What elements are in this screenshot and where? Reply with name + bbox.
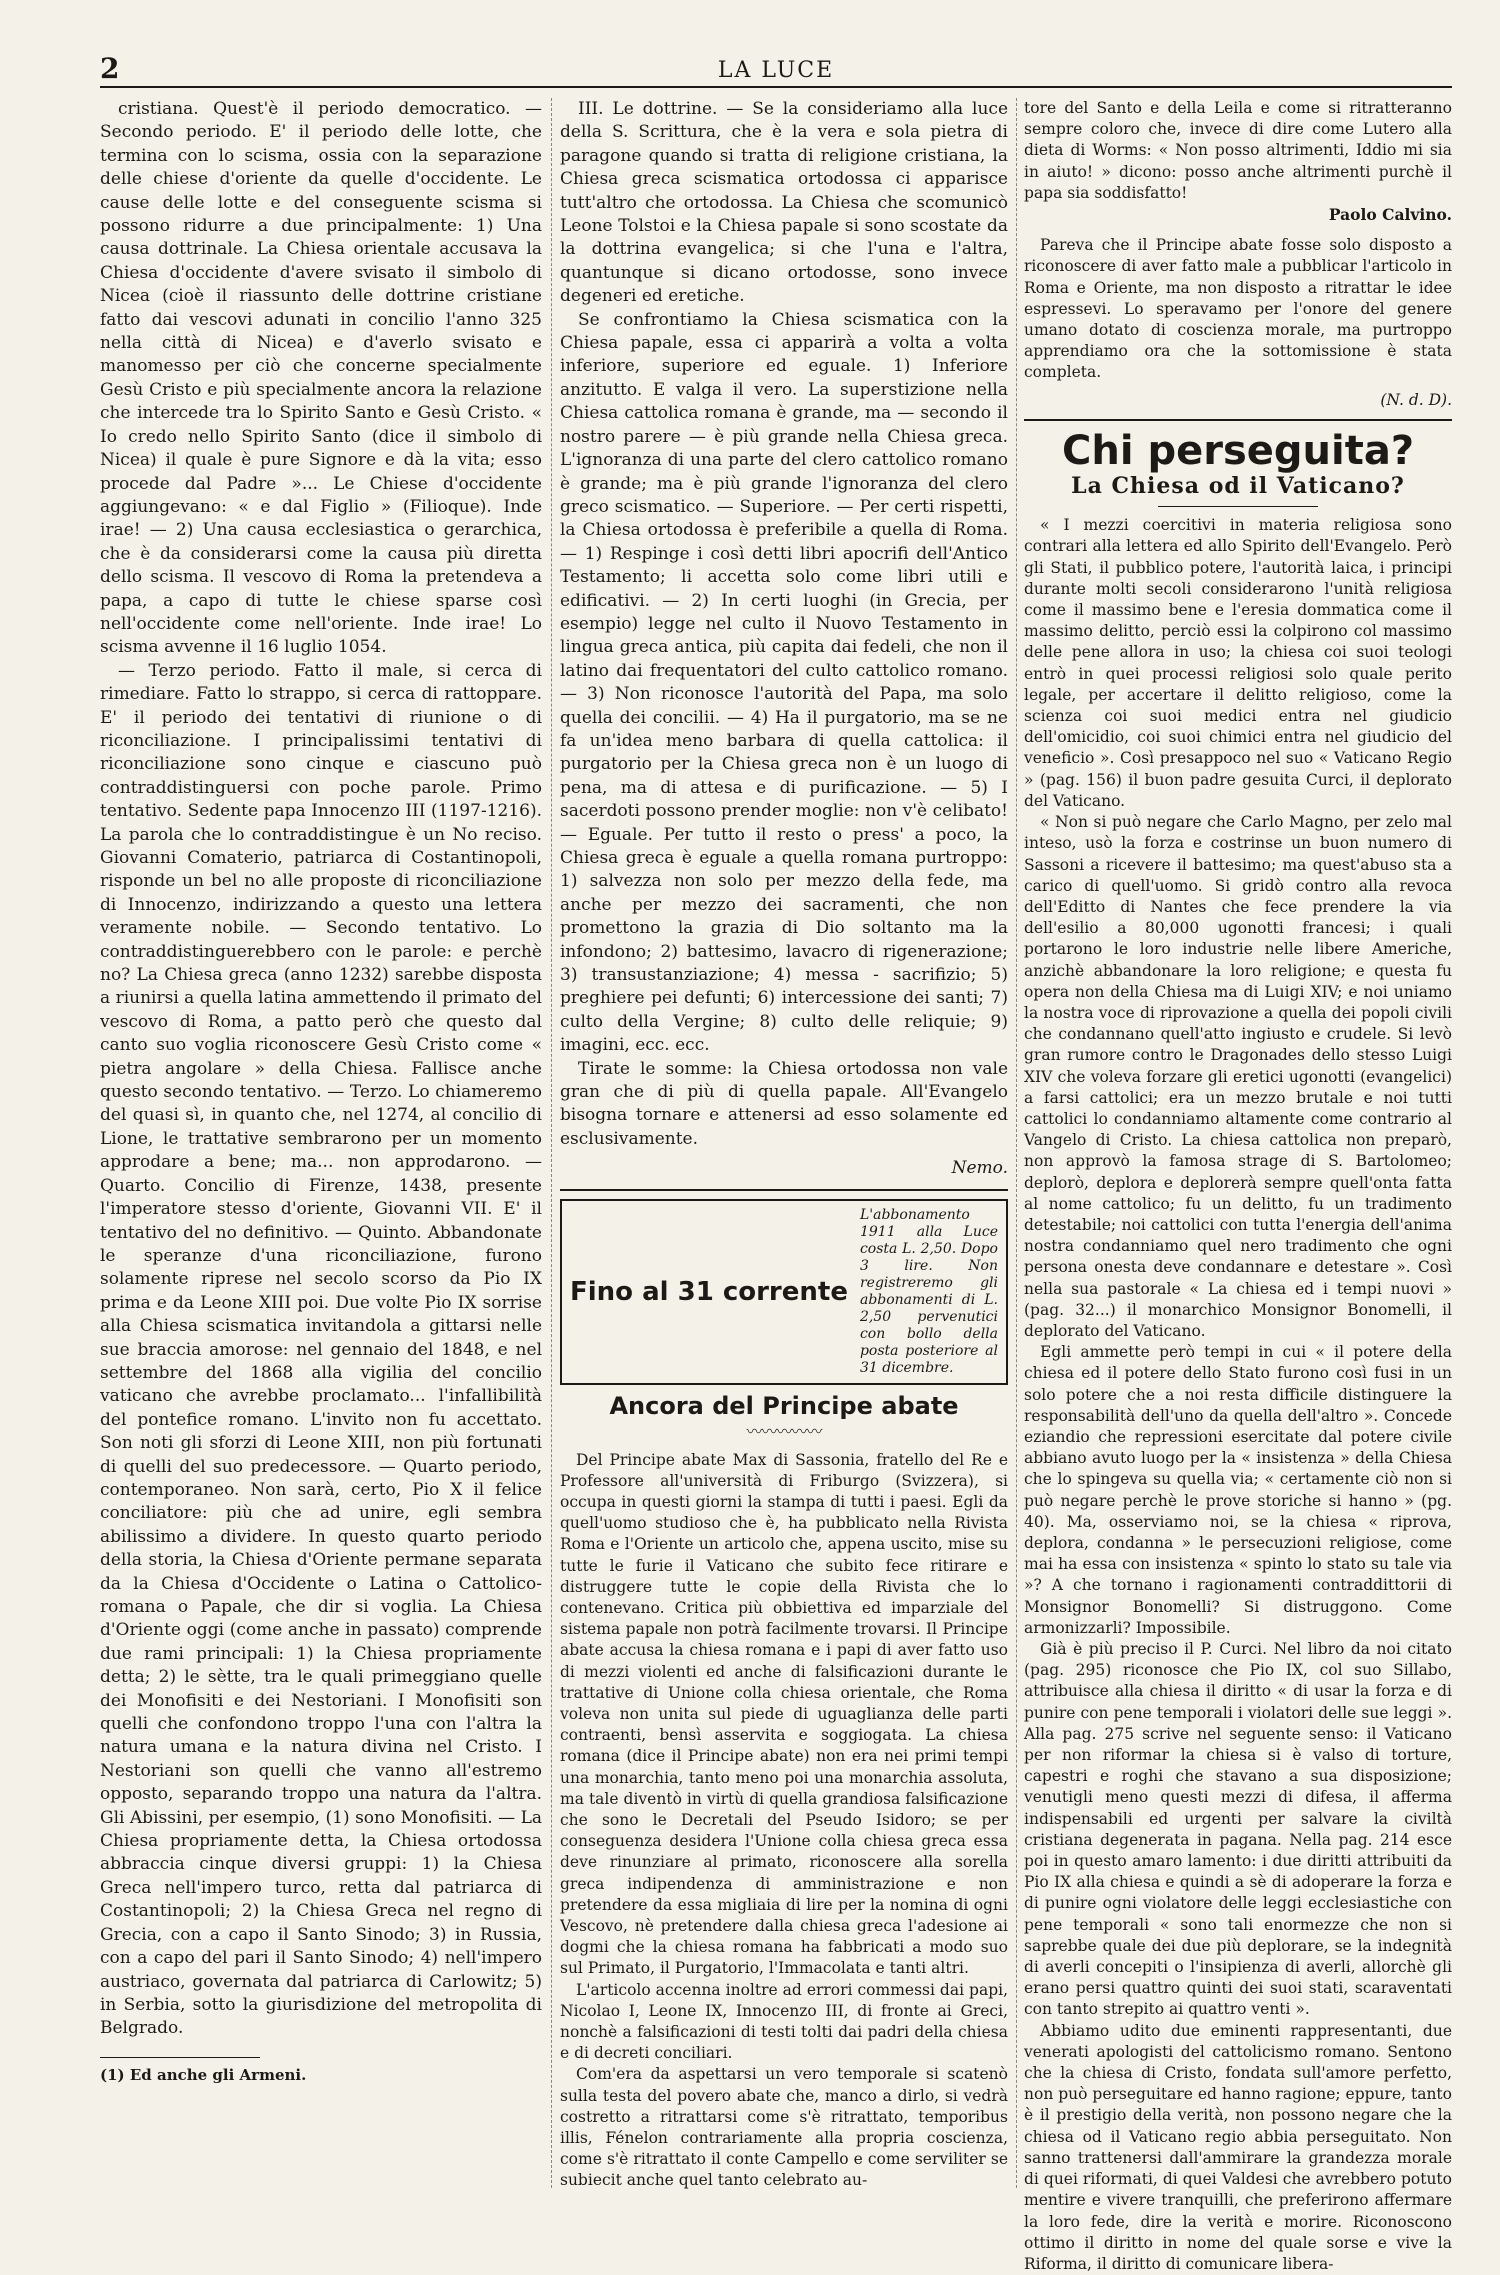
column-right: [1024, 98, 1452, 2275]
body-paragraph: « I mezzi coercitivi in materia religiosa sono contrari alla lettera ed allo Spirito dell'Evangelo. Però gli Stati, il pubblico potere, l'autorità laica, i principi durante molti secoli considerarono l'unità religiosa come il massimo bene e l'eresia dommatica come il massimo delitto, perciò essi la colpirono col massimo delle pene allora in uso; la chiesa coi suoi teologi entrò in quei processi religiosi solo quale perito legale, per accertare il delitto religioso, come la scienza coi suoi medici entra nel giudicio dell'omicidio, coi suoi chimici entra nel giudicio del veneficio ». Così presappoco nel suo « Vaticano Regio » (pag. 156) il buon padre gesuita Curci, il deplorato del Vaticano.: [1024, 516, 1452, 810]
body-paragraph: Com'era da aspettarsi un vero temporale si scatenò sulla testa del povero abate che, manco a dirlo, si vedrà costretto a ritrattarsi come s'è ritrattato, temporibus illis, Fénelon contrariamente alla propria coscienza, come s'è ritrattato il conte Campello e come serviliter se subiecit anche quel tanto celebrato au-: [560, 2065, 1008, 2190]
article-title: Ancora del Principe abate: [609, 1391, 959, 1420]
article-body: [560, 1450, 1008, 2192]
column-left: [100, 98, 542, 2087]
footnote-rule: [100, 2057, 260, 2058]
body-paragraph: cristiana. Quest'è il periodo democratico. — Secondo periodo. E' il periodo delle lotte, che termina con lo scisma, ossia con la separazione delle chiese d'oriente da quelle d'occidente. Le cause delle lotte e del conseguente scisma si possono ridurre a due principalmente: 1) Una causa dottrinale. La Chiesa orientale accusava la Chiesa d'occidente d'avere svisato il simbolo di Nicea (cioè il riassunto delle dottrine cristiane fatto dai vescovi adunati in concilio l'anno 325 nella città di Nicea) e d'averlo svisato e manomesso per ciò che concerne specialmente Gesù Cristo e più specialmente ancora la relazione che intercede tra lo Spirito Santo e Gesù Cristo. « Io credo nello Spirito Santo (dice il simbolo di Nicea) il quale è pure Signore e dà la vita; esso procede dal Padre »... Le Chiese d'occidente aggiungevano: « e dal Figlio » (Filioque). Inde irae! — 2) Una causa ecclesiastica o gerarchica, che è da considerarsi come la causa più diretta dello scisma. Il vescovo di Roma la pretendeva a papa, a capo di tutte le chiese sparse così nell'occidente come nell'oriente. Inde irae! Lo scisma avvenne il 16 luglio 1054.: [100, 99, 542, 658]
editor-note: Pareva che il Principe abate fosse solo disposto a riconoscere di aver fatto male a pubblicar l'articolo in Roma e Oriente, ma non disposto a ritrattar le idee espressevi. Lo speravamo per l'onore del genere umano dotato di coscienza morale, ma purtroppo apprendiamo ora che la sottomissione è stata completa.: [1024, 236, 1452, 382]
column-divider: [1016, 98, 1017, 2188]
column-middle: [560, 98, 1008, 2192]
column-divider: [551, 98, 552, 2188]
footnote: (1) Ed anche gli Armeni.: [100, 2065, 307, 2084]
page-number: 2: [100, 52, 120, 85]
article-body: [1024, 515, 1452, 2275]
body-paragraph: « Non si può negare che Carlo Magno, per zelo mal inteso, usò la forza e costrinse un buon numero di Sassoni a ricevere il battesimo; ma quest'abuso sta a carico di quell'uomo. Si gridò contro alla revoca dell'Editto di Nantes che fece prendere la via dell'esilio a 80,000 ugonotti francesi; i quali portarono le loro industrie nelle libere Americhe, anzichè abbandonare la loro religione; e questa fu opera non della Chiesa ma di Luigi XIV; e noi uniamo la nostra voce di riprovazione a quella dei popoli civili che condannano quell'atto ingiusto e crudele. Si levò gran rumore contro le Dragonades dello stesso Luigi XIV che voleva forzare gli eretici ugonotti (evangelici) a farsi cattolici; era un mezzo brutale e noi tutti cattolici lo condanniamo altamente come contrario al Vangelo di Cristo. La chiesa cattolica non preparò, non approvò la famosa strage di S. Bartolomeo; deplorò, deplora e deplorerà sempre quell'onta fatta al nome cattolico; fu un delitto, fu un tradimento detestabile; noi cattolici con tutta l'energia dell'anima nostra condanniamo quel nero tradimento che ogni persona onesta deve condannare e detestare ». Così nella sua pastorale « La chiesa ed i tempi nuovi » (pag. 32...) il monarchico Monsignor Bonomelli, il deplorato del Vaticano.: [1024, 813, 1452, 1340]
body-paragraph: Del Principe abate Max di Sassonia, fratello del Re e Professore all'università di Friburgo (Svizzera), si occupa in questi giorni la stampa di tutti i paesi. Egli da quell'uomo studioso che è, ha pubblicato nella Rivista Roma e l'Oriente un articolo che, appena uscito, mise su tutte le furie il Vaticano che subito fece ritirare e distruggere tutte le copie della Rivista che lo contenevano. Critica più obbiettiva ed imparziale del sistema papale non potrà facilmente trovarsi. Il Principe abate accusa la chiesa romana e i papi di aver fatto uso di mezzi violenti ed anche di falsificazioni durante le trattative di Unione colla chiesa orientale, che Roma voleva non unita sul piede di uguaglianza delle parti contraenti, bensì asservita e soggiogata. La chiesa romana (dice il Principe abate) non era nei primi tempi una monarchia, tanto meno poi una monarchia assoluta, ma tale diventò in virtù di quella grandiosa falsificazione che sono le Decretali del Pseudo Isidoro; se per conseguenza desidera l'Unione colla chiesa greca essa deve rinunziare al primato, riconoscere alla sorella greca indipendenza di amministrazione e non pretendere da essa migliaia di lire per la nomina di ogni Vescovo, nè pretendere dalla chiesa greca l'adesione ai dogmi che la chiesa romana ha fabbricati a modo suo sul Primato, il Purgatorio, l'Immacolata e tanti altri.: [560, 1450, 1008, 1978]
section-rule: [560, 1189, 1008, 1191]
notice-text: L'abbonamento 1911 alla Luce costa L. 2,50. Dopo 3 lire. Non registreremo gli abbonamenti di L. 2,50 pervenutici con bollo della posta posteriore al 31 dicembre.: [859, 1206, 998, 1376]
notice-heading: Fino al 31 corrente: [570, 1276, 848, 1307]
body-paragraph: Se confrontiamo la Chiesa scismatica con la Chiesa papale, essa ci apparirà a volta a volta inferiore, superiore ed eguale. 1) Inferiore anzitutto. E valga il vero. La superstizione nella Chiesa cattolica romana è grande, ma — secondo il nostro parere — è più grande nella Chiesa greca. L'ignoranza di una parte del clero cattolico romano è grande; ma è più grande l'ignoranza del clero greco scismatico. — Superiore. — Per certi rispetti, la Chiesa ortodossa è preferibile a quella di Roma. — 1) Respinge i così detti libri apocrifi dell'Antico Testamento; li accetta solo come libri utili e edificativi. — 2) In certi luoghi (in Grecia, per esempio) legge nel culto il Nuovo Testamento in lingua greca antica, più capita dai fedeli, che non il latino dai frequentatori del culto cattolico romano. — 3) Non riconosce l'autorità del Papa, ma solo quella dei concilii. — 4) Ha il purgatorio, ma se ne fa un'idea meno barbara di quella cattolica: il purgatorio per la Chiesa greca non è un luogo di pena, ma di attesa e di purificazione. — 5) I sacerdoti possono prender moglie: non v'è celibato! — Eguale. Per tutto il resto o press' a poco, la Chiesa greca è eguale a quella romana purtroppo: 1) salvezza non solo per mezzo della fede, ma anche per mezzo dei sacramenti, che non promettono la grazia di Dio soltanto ma la infondono; 2) battesimo, lavacro di rigenerazione; 3) transustanziazione; 4) messa - sacrifizio; 5) preghiere pei defunti; 6) intercessione dei santi; 7) culto della Vergine; 8) culto delle reliquie; 9) imagini, ecc. ecc.: [560, 309, 1008, 1056]
header-rule: [100, 86, 1452, 88]
body-paragraph: tore del Santo e della Leila e come si ritratteranno sempre coloro che, invece di dire come Lutero alla dieta di Worms: « Non posso altrimenti, Iddio mi sia in aiuto! » dicono: posso anche altrimenti purchè il papa sia soddisfatto!: [1024, 99, 1452, 202]
body-paragraph: Abbiamo udito due eminenti rappresentanti, due venerati apologisti del cattolicismo romano. Sentono che la chiesa di Cristo, fondata sull'amore perfetto, non può perseguitare ed hanno ragione; eppure, tanto è il prestigio della verità, non possono negare che la chiesa od il Vaticano regio abbia perseguitato. Non sanno trattenersi dall'ammirare la grandezza morale di quei riformati, di quei Valdesi che avrebbero potuto mentire e vivere tranquilli, che preferirono affermare la loro fede, dire la verità e morire. Riconoscono ottimo il diritto in nome del quale sorse e vive la Riforma, il diritto di comunicare libera-: [1024, 2021, 1452, 2273]
title-ornament: 〰〰〰〰〰: [746, 1422, 822, 1442]
subscription-notice: [560, 1199, 1008, 1385]
body-paragraph: Egli ammette però tempi in cui « il potere della chiesa ed il potere dello Stato furono così fusi in un solo potere che a noi resta difficile distinguere la responsabilità dell'uno da quella dell'altro ». Concede eziandio che repressioni esercitate dal potere civile abbiano avuto luogo per la « insistenza » della Chiesa che lo spingeva su quella via; « certamente ciò non si può negare perchè le prove storiche si hanno » (pg. 40). Ma, osserviamo noi, se la chiesa « riprova, deplora, condanna » le persecuzioni religiose, come mai ha essa con insistenza « spinto lo stato su tale via »? A che tornano i ragionamenti contraddittorii di Monsignor Bonomelli? Si distruggono. Come armonizzarli? Impossibile.: [1024, 1343, 1452, 1637]
body-paragraph: Già è più preciso il P. Curci. Nel libro da noi citato (pag. 295) riconosce che Pio IX, col suo Sillabo, attribuisce alla chiesa il diritto « di usar la forza e di punire con pene temporali i violatori delle sue leggi ». Alla pag. 275 scrive nel seguente senso: il Vaticano per non riformar la chiesa si è valso di torture, capestri e roghi che stavano a sua disposizione; venutigli meno questi mezzi di difesa, il afferma indispensabili ed urgenti per salvare la civiltà cristiana degenerata in pagana. Nella pag. 214 esce poi in questo amaro lamento: i due diritti attribuiti da Pio IX alla chiesa e quindi a sè di adoperare la forza e di punire ogni violatore delle leggi ecclesiastiche con pene temporali « sono tali enormezze che non si saprebbe quale dei due più deplorare, se la indegnità di averli concepiti o l'insipienza di averli, allorchè gli erano persi quattro quinti dei suoi stati, scaraventati con tanto strepito ai quattro venti ».: [1024, 1640, 1452, 2019]
editor-signature: (N. d. D).: [1380, 390, 1452, 409]
section-rule: [1024, 419, 1452, 421]
page-header: [100, 52, 1452, 88]
body-paragraph: III. Le dottrine. — Se la consideriamo alla luce della S. Scrittura, che è la vera e sola pietra di paragone quando si tratta di religione cristiana, la Chiesa greca scismatica ortodossa ci apparisce tutt'altro che ortodossa. La Chiesa che scomunicò Leone Tolstoi e la Chiesa papale si sono scostate da la dottrina evangelica; si che l'una e l'altra, quantunque si dicano ortodosse, sono invece degeneri ed eretiche.: [560, 99, 1008, 307]
body-paragraph: — Terzo periodo. Fatto il male, si cerca di rimediare. Fatto lo strappo, si cerca di rattoppare. E' il periodo dei tentativi di riunione o di riconciliazione. I principalissimi tentativi di riconciliazione sono cinque e ciascuno può contraddistinguersi con poche parole. Primo tentativo. Sedente papa Innocenzo III (1197-1216). La parola che lo contraddistingue è un No reciso. Giovanni Comaterio, patriarca di Costantinopoli, risponde un bel no alle proposte di riconciliazione di Innocenzo, indirizzando a questo una lettera veramente nobile. — Secondo tentativo. Lo contraddistinguerebbero con le parole: e perchè no? La Chiesa greca (anno 1232) sarebbe disposta a riunirsi a quella latina ammettendo il primato del vescovo di Roma, a patto però che questo dal canto suo voglia riconoscere Gesù Cristo come « pietra angolare » della Chiesa. Fallisce anche questo secondo tentativo. — Terzo. Lo chiameremo del quasi sì, in quanto che, nel 1274, al concilio di Lione, le trattative sembrarono per un momento approdare a bene; ma... non approdarono. — Quarto. Concilio di Firenze, 1438, presente l'imperatore stesso d'oriente, Giovanni VII. E' il tentativo del no definitivo. — Quinto. Abbandonate le speranze d'una riconciliazione, furono solamente riprese nel secolo scorso da Pio IX prima e da Leone XIII poi. Due volte Pio IX sorrise alla Chiesa scismatica invitandola a gittarsi nelle sue braccia amorose: nel gennaio del 1848, e nel settembre del 1868 alla vigilia del concilio vaticano che avrebbe proclamato... l'infallibilità del pontefice romano. L'invito non fu accettato. Son noti gli sforzi di Leone XIII, non più fortunati di quelli del suo predecessore. — Quarto periodo, contemporaneo. Non sarà, certo, Pio X il felice conciliatore: più che ad unire, egli sembra abilissimo a dividere. In questo quarto periodo della storia, la Chiesa d'Oriente permane separata da la Chiesa d'Occidente o Latina o Cattolico-romana o Papale, che dir si voglia. La Chiesa d'Oriente oggi (come anche in passato) comprende due rami principali: 1) la Chiesa propriamente detta; 2) le sètte, tra le quali primeggiano quelle dei Monofisiti e dei Nestoriani. I Monofisiti son quelli che confondono troppo l'una con l'altra la natura umana e la natura divina nel Cristo. I Nestoriani son quelli che vanno all'estremo opposto, separando troppo una natura da l'altra. Gli Abissini, per esempio, (1) sono Monofisiti. — La Chiesa propriamente detta, la Chiesa ortodossa abbraccia cinque diversi gruppi: 1) la Chiesa Greca nell'impero turco, retta dal patriarca di Costantinopoli; 2) la Chiesa Greca nel regno di Grecia, con a capo il Santo Sinodo; 3) in Russia, con a capo del pari il Santo Sinodo; 4) nell'impero austriaco, governata dal patriarca di Carlowitz; 5) in Serbia, sotto la giurisdizione del metropolita di Belgrado.: [100, 660, 542, 2039]
signature: Nemo.: [951, 1158, 1008, 1179]
newspaper-title: LA LUCE: [717, 58, 835, 83]
article-continuation: [1024, 98, 1452, 411]
signature: Paolo Calvino.: [1328, 205, 1452, 225]
article-title: Chi perseguita?: [1061, 427, 1415, 474]
title-rule: [1158, 506, 1318, 507]
body-paragraph: L'articolo accenna inoltre ad errori commessi dai papi, Nicolao I, Leone IX, Innocenzo III, di fronte ai Greci, nonchè a falsificazioni di testi tolti dai padri della chiesa e di decreti conciliari.: [560, 1980, 1008, 2063]
article-subtitle: La Chiesa od il Vaticano?: [1071, 472, 1405, 499]
body-paragraph: Tirate le somme: la Chiesa ortodossa non vale gran che di più di quella papale. All'Evangelo bisogna tornare e attenersi ad esso solamente ed esclusivamente.: [560, 1058, 1008, 1149]
